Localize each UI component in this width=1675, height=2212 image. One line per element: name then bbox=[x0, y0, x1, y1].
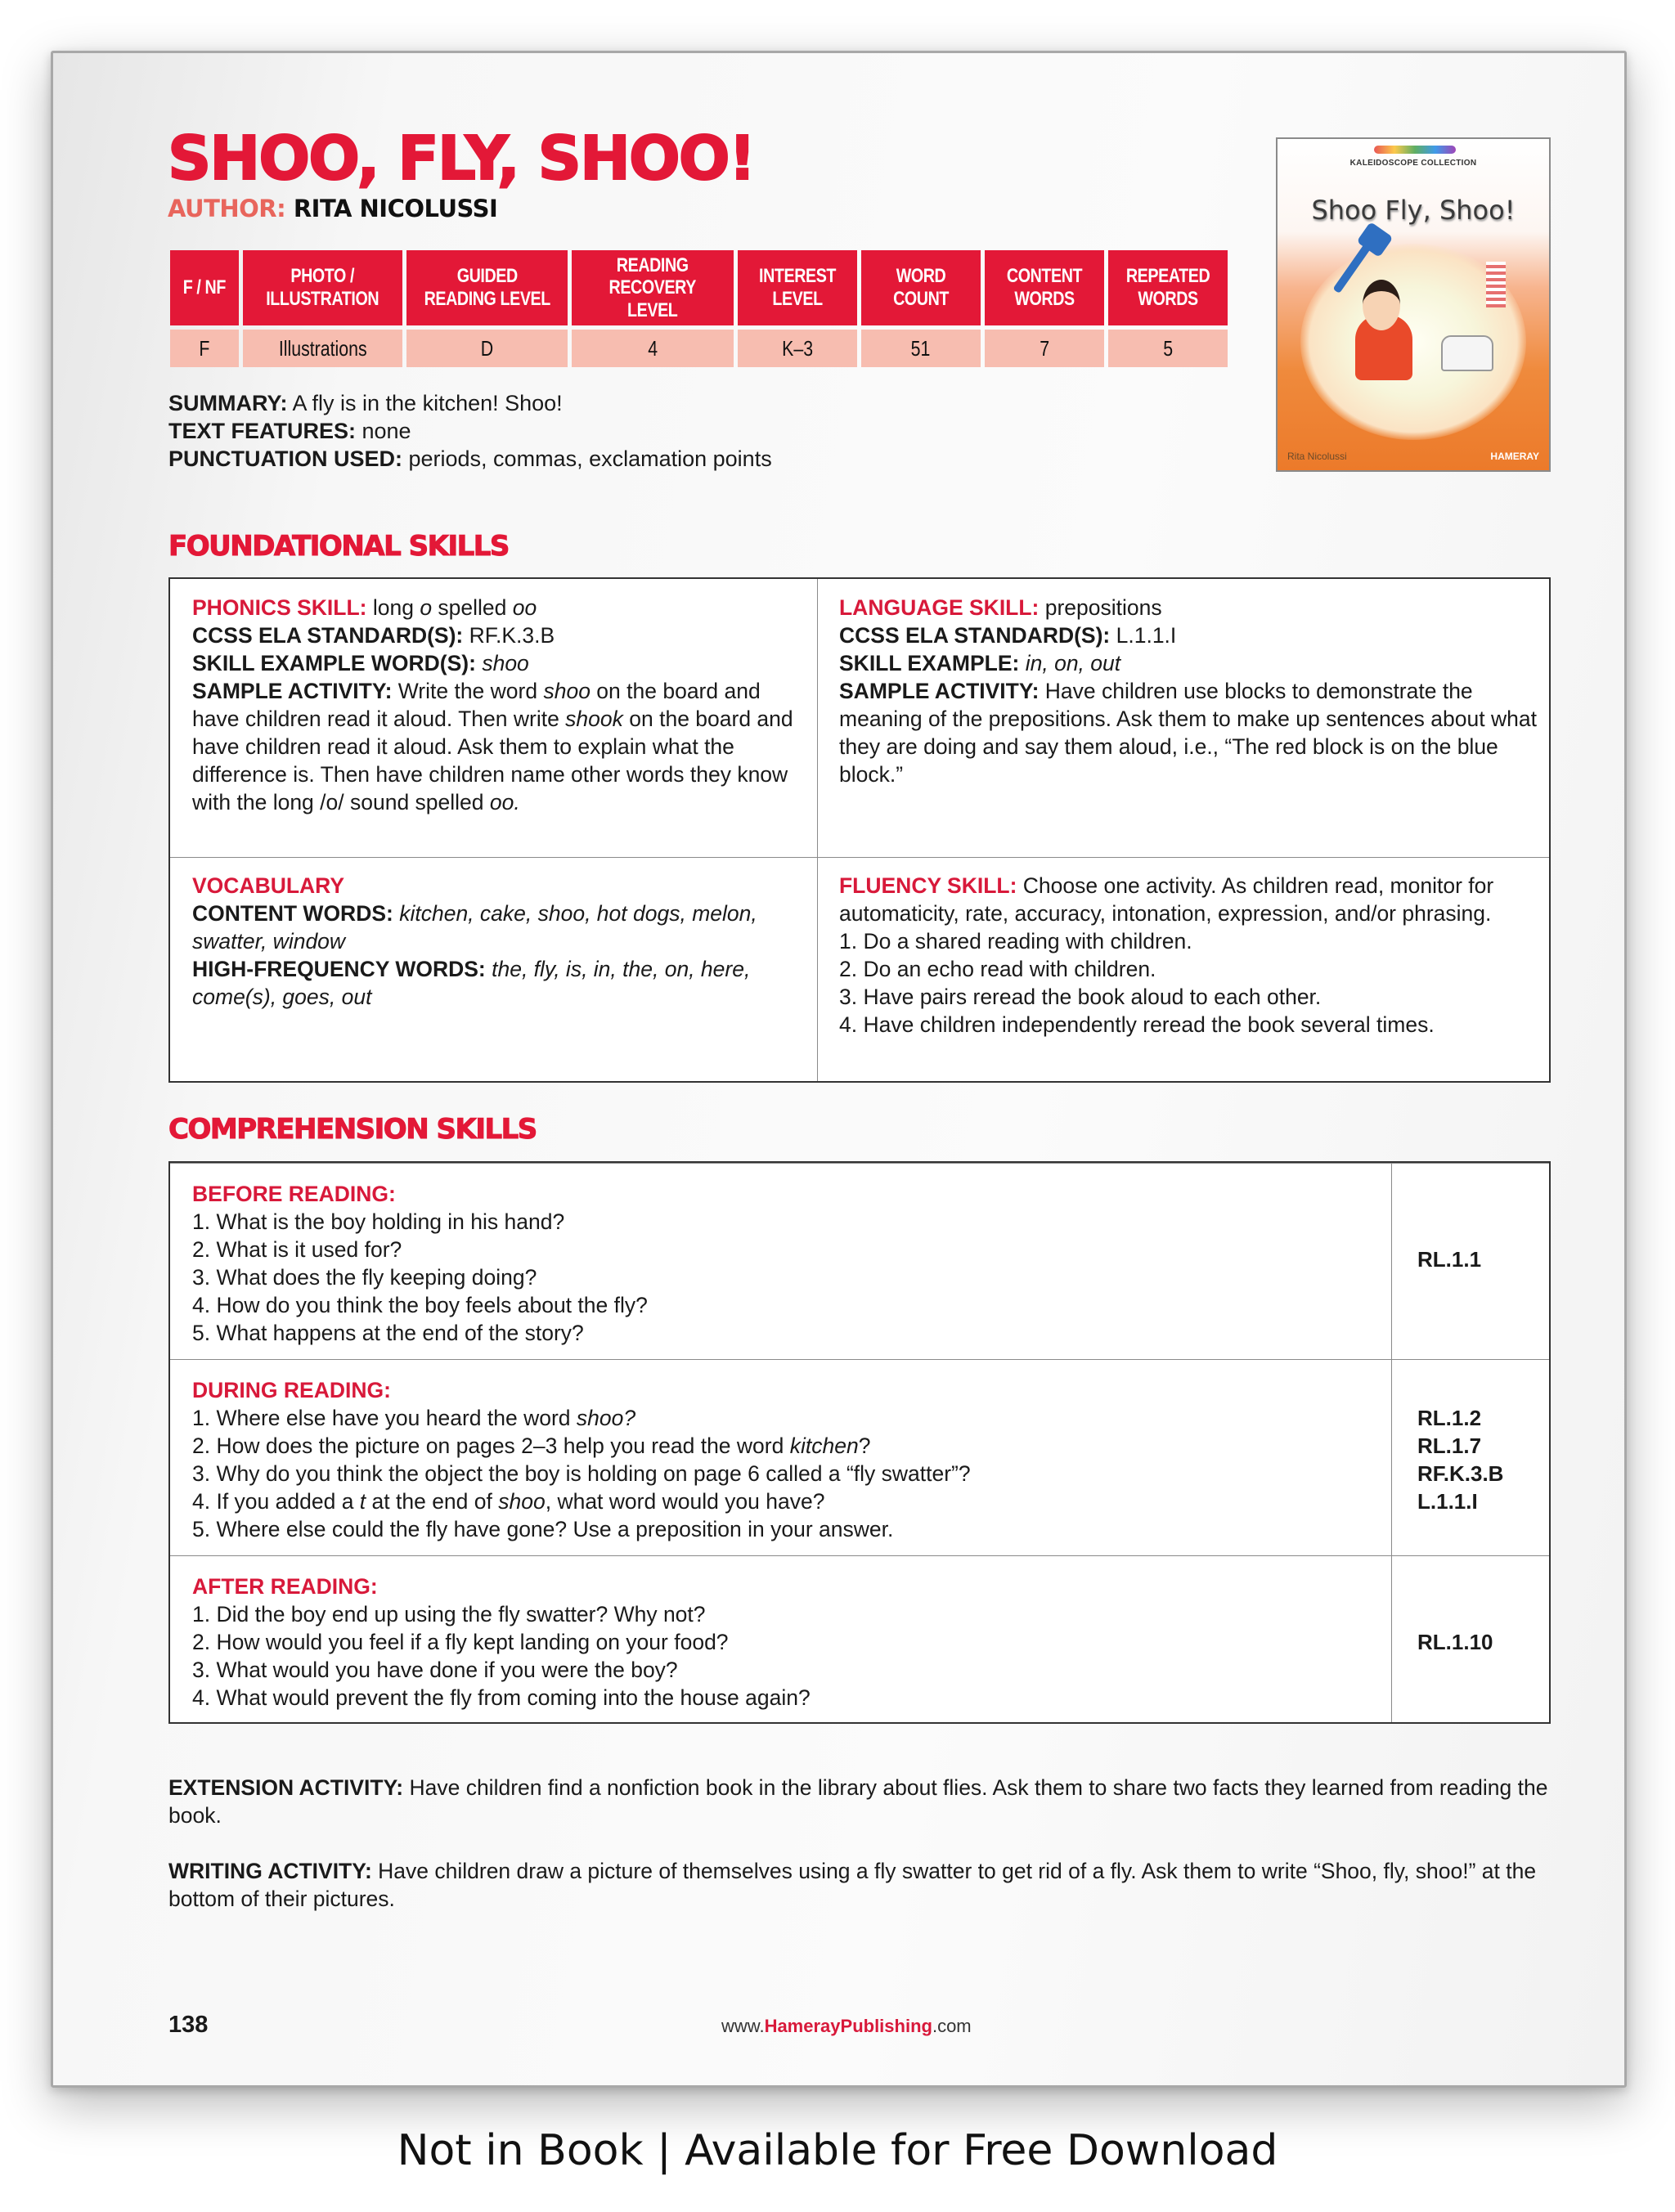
stats-col-photo: PHOTO / ILLUSTRATION bbox=[243, 250, 402, 325]
towel-illustration bbox=[1486, 262, 1506, 307]
before-reading-standards: RL.1.1 bbox=[1417, 1247, 1482, 1272]
summary-line: SUMMARY: A fly is in the kitchen! Shoo! bbox=[168, 391, 563, 415]
stats-value-row bbox=[170, 330, 1228, 367]
before-reading-questions: BEFORE READING: 1. What is the boy holding in his hand? 2. What is it used for? 3. What does the fly keeping doing? 4. How do you think the boy feels about the fly? 5. What happens at the end of the story? bbox=[192, 1182, 648, 1345]
writing-activity: WRITING ACTIVITY: Have children draw a picture of themselves using a fly swatter to get rid of a fly. Ask them to write “Shoo, fly, shoo!” at the bottom of their pictures. bbox=[168, 1859, 1537, 1911]
comprehension-skills-box bbox=[168, 1161, 1551, 1724]
cover-publisher: HAMERAY bbox=[1490, 451, 1539, 462]
stats-val-repeated: 5 bbox=[1108, 330, 1228, 367]
boy-head-illustration bbox=[1363, 280, 1400, 330]
language-cell: LANGUAGE SKILL: prepositions CCSS ELA STANDARD(S): L.1.1.I SKILL EXAMPLE: in, on, out SAMPLE ACTIVITY: Have children use blocks to demonstrate the meaning of the prepositions. Ask them to make up sentences about what they are doing and say them aloud, i.e., “The red block is on the blue block.” bbox=[839, 595, 1537, 787]
during-reading-questions: DURING READING: 1. Where else have you heard the word shoo? 2. How does the picture on pages 2–3 help you read the word kitchen? 3. Why do you think the object the boy is holding on page 6 called a “fly swatter”? 4. If you added a t at the end of shoo, what word would you have? 5. Where else could the fly have gone? Use a preposition in your answer. bbox=[192, 1378, 971, 1541]
question: 4. How do you think the boy feels about the fly? bbox=[192, 1293, 648, 1317]
author-line bbox=[168, 197, 497, 221]
publisher-url[interactable]: www.HamerayPublishing.com bbox=[721, 2016, 972, 2036]
question: 1. Did the boy end up using the fly swatter? Why not? bbox=[192, 1602, 706, 1626]
stats-val-recovery: 4 bbox=[572, 330, 733, 367]
stats-col-wordcount: WORD COUNT bbox=[861, 250, 981, 325]
book-stats-table bbox=[166, 250, 1232, 367]
stats-col-fnf: F / NF bbox=[170, 250, 239, 325]
question: 2. How would you feel if a fly kept landing on your food? bbox=[192, 1630, 729, 1654]
question: 2. How does the picture on pages 2–3 help you read the word kitchen? bbox=[192, 1434, 871, 1458]
fluency-item: 3. Have pairs reread the book aloud to each other. bbox=[839, 985, 1322, 1009]
after-reading-questions: AFTER READING: 1. Did the boy end up using the fly swatter? Why not? 2. How would you feel if a fly kept landing on your food? 3. What would you have done if you were the boy? 4. What would prevent the fly from coming into the house again? bbox=[192, 1574, 811, 1710]
fluency-item: 1. Do a shared reading with children. bbox=[839, 929, 1192, 953]
cover-title: Shoo Fly, Shoo! bbox=[1311, 195, 1516, 226]
cover-author: Rita Nicolussi bbox=[1287, 451, 1347, 462]
stats-col-repeated: REPEATED WORDS bbox=[1108, 250, 1228, 325]
fluency-item: 4. Have children independently reread the book several times. bbox=[839, 1012, 1435, 1037]
stats-val-interest: K–3 bbox=[738, 330, 857, 367]
phonics-cell: PHONICS SKILL: long o spelled oo CCSS ELA STANDARD(S): RF.K.3.B SKILL EXAMPLE WORD(S): shoo SAMPLE ACTIVITY: Write the word shoo on the board and have children read it aloud. Then write shook on the board and have children read it aloud. Ask them to explain what the difference is. Then have children name other words they know with the long /o/ sound spelled oo. bbox=[192, 595, 793, 814]
during-reading-row bbox=[170, 1359, 1549, 1556]
punctuation-line: PUNCTUATION USED: periods, commas, exclamation points bbox=[168, 446, 772, 471]
book-meta bbox=[168, 389, 772, 473]
stats-col-recovery: READING RECOVERY LEVEL bbox=[572, 250, 733, 325]
page-number: 138 bbox=[168, 2012, 209, 2038]
stats-val-guided: D bbox=[406, 330, 568, 367]
fluency-item: 2. Do an echo read with children. bbox=[839, 957, 1156, 981]
question: 3. What does the fly keeping doing? bbox=[192, 1265, 537, 1290]
stats-col-interest: INTEREST LEVEL bbox=[738, 250, 857, 325]
stats-col-guided: GUIDED READING LEVEL bbox=[406, 250, 568, 325]
book-cover-image bbox=[1276, 137, 1551, 472]
stats-val-content: 7 bbox=[985, 330, 1104, 367]
author-label: AUTHOR: bbox=[168, 195, 286, 222]
question: 3. Why do you think the object the boy is holding on page 6 called a “fly swatter”? bbox=[192, 1461, 971, 1486]
foundational-heading: FOUNDATIONAL SKILLS bbox=[168, 530, 509, 563]
extension-activity: EXTENSION ACTIVITY: Have children find a nonfiction book in the library about flies. Ask them to share two facts they learned from reading the book. bbox=[168, 1775, 1548, 1828]
question: 1. What is the boy holding in his hand? bbox=[192, 1209, 565, 1234]
text-features-line: TEXT FEATURES: none bbox=[168, 419, 411, 443]
question: 3. What would you have done if you were the boy? bbox=[192, 1658, 678, 1682]
author-name: RITA NICOLUSSI bbox=[293, 195, 498, 222]
stats-col-content: CONTENT WORDS bbox=[985, 250, 1104, 325]
stats-val-wordcount: 51 bbox=[861, 330, 981, 367]
question: 4. If you added a t at the end of shoo, what word would you have? bbox=[192, 1489, 825, 1514]
guide-page bbox=[51, 51, 1627, 2088]
comprehension-heading: COMPREHENSION SKILLS bbox=[168, 1113, 537, 1146]
after-reading-row bbox=[170, 1555, 1549, 1723]
question: 2. What is it used for? bbox=[192, 1237, 402, 1262]
stats-val-fnf: F bbox=[170, 330, 239, 367]
fluency-cell: FLUENCY SKILL: Choose one activity. As children read, monitor for automaticity, rate, accuracy, intonation, expression, and/or phrasing. 1. Do a shared reading with children. 2. Do an echo read with children. 3. Have pairs reread the book aloud to each other. 4. Have children independently reread the book several times. bbox=[817, 857, 1537, 1039]
during-reading-standards: RL.1.2 RL.1.7 RF.K.3.B L.1.1.I bbox=[1417, 1406, 1504, 1514]
stats-val-photo: Illustrations bbox=[243, 330, 402, 367]
cover-series: KALEIDOSCOPE COLLECTION bbox=[1349, 159, 1477, 168]
after-reading-standards: RL.1.10 bbox=[1417, 1630, 1493, 1654]
before-reading-row bbox=[170, 1163, 1549, 1360]
stats-header-row bbox=[170, 250, 1228, 325]
vocabulary-cell: VOCABULARY CONTENT WORDS: kitchen, cake, shoo, hot dogs, melon, swatter, window HIGH-FREQUENCY WORDS: the, fly, is, in, the, on, here, come(s), goes, out bbox=[192, 873, 757, 1009]
book-title: SHOO, FLY, SHOO! bbox=[168, 123, 755, 194]
foundational-skills-box bbox=[168, 577, 1551, 1083]
question: 4. What would prevent the fly from coming into the house again? bbox=[192, 1685, 811, 1710]
kaleidoscope-logo-icon bbox=[1374, 146, 1456, 154]
question: 1. Where else have you heard the word shoo? bbox=[192, 1406, 636, 1430]
question: 5. Where else could the fly have gone? Use a preposition in your answer. bbox=[192, 1517, 894, 1541]
question: 5. What happens at the end of the story? bbox=[192, 1321, 584, 1345]
toaster-illustration bbox=[1441, 335, 1493, 371]
download-note: Not in Book | Available for Free Download bbox=[397, 2126, 1278, 2175]
